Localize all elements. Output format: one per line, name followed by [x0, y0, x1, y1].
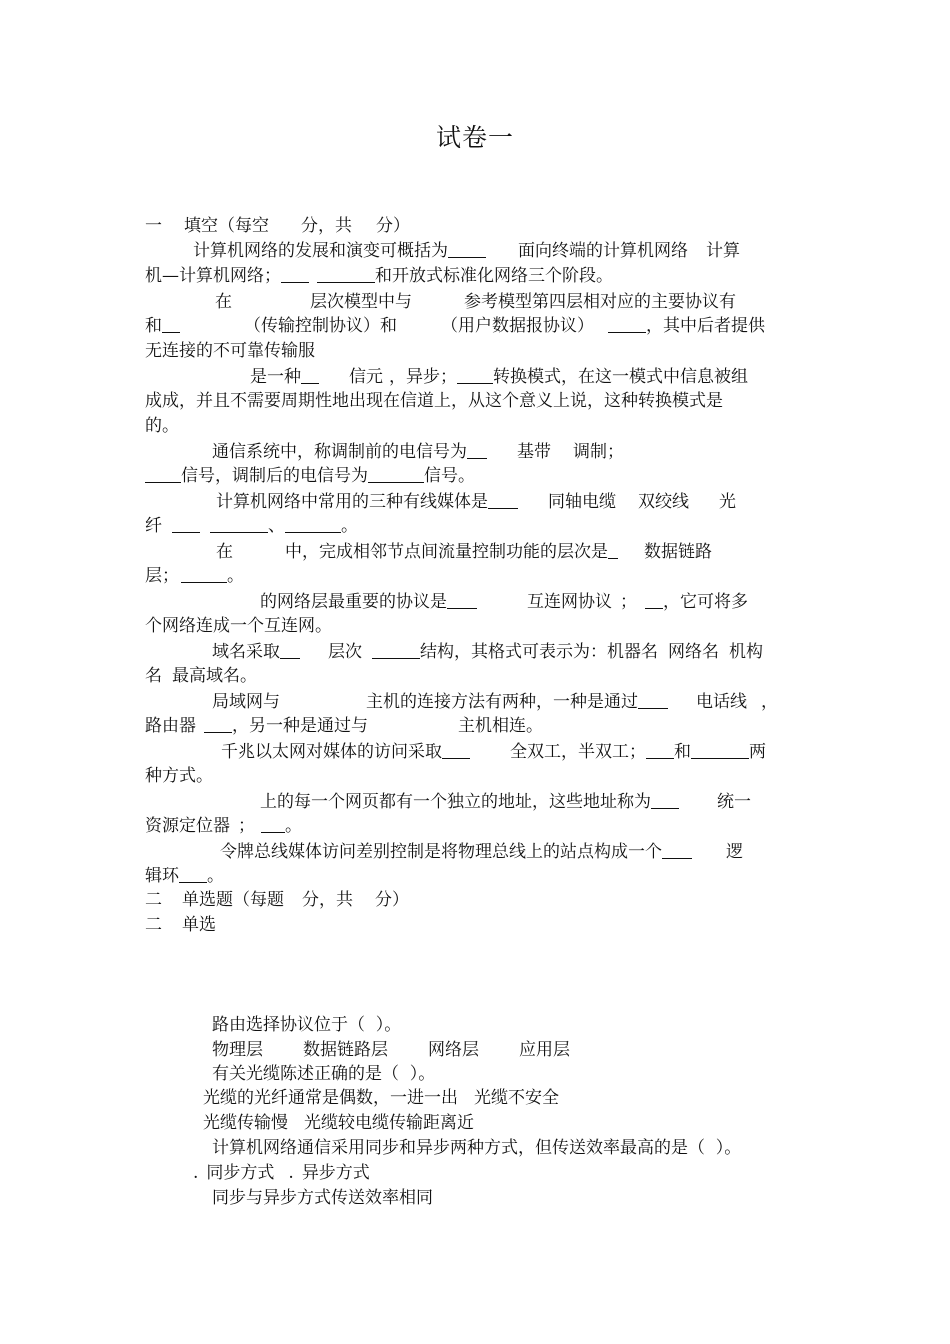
fill-q3-line3 [145, 414, 179, 438]
section-title: 单选题（每题 [182, 890, 284, 910]
fill-q11-line1 [260, 790, 751, 814]
text-fragment: 成成，并且不需要周期性地出现在信道上，从这个意义上说，这种转换模式是 [145, 391, 723, 411]
text-fragment: （传输控制协议）和 [244, 316, 397, 336]
mc-q2-options-row2 [203, 1111, 474, 1135]
answer-blank [317, 265, 375, 283]
answer-blank [172, 515, 200, 533]
text-fragment: 主机相连。 [458, 716, 543, 736]
text-fragment: 是一种 [250, 367, 301, 387]
text-fragment: 双绞线 [638, 492, 689, 512]
option-d: 光缆较电缆传输距离近 [304, 1113, 474, 1133]
fill-q6-line1 [216, 540, 712, 564]
fill-q8-line2 [145, 664, 257, 688]
text-fragment: 域名采取 [212, 642, 280, 662]
fill-q2-line2 [145, 314, 765, 338]
text-fragment: 。 [207, 866, 224, 886]
section-number: 一 [145, 216, 162, 236]
option-b: 数据链路层 [303, 1040, 388, 1060]
answer-blank [488, 491, 518, 509]
answer-blank [662, 841, 692, 859]
answer-blank [638, 691, 668, 709]
text-fragment: ； [238, 816, 255, 836]
text-fragment: 、 [268, 516, 285, 536]
answer-blank [145, 465, 181, 483]
text-fragment: 转换模式，在这一模式中信息被组 [493, 367, 748, 387]
answer-blank [285, 515, 341, 533]
fill-q4-line2 [145, 464, 475, 488]
option-b: 光缆不安全 [474, 1088, 559, 1108]
mc-q3-stem: 计算机网络通信采用同步和异步两种方式，但传送效率最高的是（ ）。 [212, 1138, 742, 1158]
fill-q7-line1 [260, 590, 748, 614]
section2-header [145, 888, 409, 912]
section-title-part: 分，共 [302, 890, 353, 910]
text-fragment: 计算 [706, 241, 740, 261]
option-a: 光缆的光纤通常是偶数，一进一出 [203, 1088, 458, 1108]
text-fragment: 机构 [729, 642, 763, 662]
answer-blank [651, 791, 679, 809]
text-fragment: 。 [285, 816, 302, 836]
text-fragment: 面向终端的计算机网络 [518, 241, 688, 261]
text-fragment: 单选 [182, 915, 216, 935]
answer-blank [181, 565, 227, 583]
fill-q6-line2 [145, 564, 244, 588]
text-fragment: 令牌总线媒体访问差别控制是将物理总线上的站点构成一个 [220, 842, 662, 862]
answer-blank [261, 815, 285, 833]
text-fragment: 和 [145, 316, 162, 336]
answer-blank [162, 315, 180, 333]
text-fragment: . [193, 1163, 199, 1183]
page-title: 试卷一 [435, 123, 514, 152]
text-fragment: 种方式。 [145, 766, 213, 786]
text-fragment: 二 [145, 915, 162, 935]
fill-q2-line3 [145, 339, 315, 363]
text-fragment: 信号。 [424, 466, 475, 486]
text-fragment: 的。 [145, 416, 179, 436]
text-fragment: 。 [341, 516, 358, 536]
fill-q12-line1 [220, 840, 743, 864]
mc-q1-stem: 路由选择协议位于（ ）。 [212, 1015, 402, 1035]
text-fragment: 辑环 [145, 866, 179, 886]
text-fragment: 在 [216, 542, 233, 562]
text-fragment: 主机的连接方法有两种，一种是通过 [366, 692, 638, 712]
section1-header [145, 214, 410, 238]
mc-q3-options-row2: 同步与异步方式传送效率相同 [212, 1188, 433, 1208]
fill-q3-line1 [250, 365, 748, 389]
fill-q10-line2 [145, 764, 213, 788]
option-c: 光缆传输慢 [203, 1113, 288, 1133]
text-fragment: 层次 [328, 642, 362, 662]
text-fragment: 电话线 [696, 692, 747, 712]
text-fragment: 局域网与 [212, 692, 280, 712]
fill-q10-line1 [221, 740, 766, 764]
fill-q2-line1 [215, 290, 736, 314]
fill-q11-line2 [145, 814, 302, 838]
answer-blank [368, 465, 424, 483]
option-a: 同步方式 [206, 1163, 275, 1183]
answer-blank [281, 265, 309, 283]
text-fragment: 最高域名。 [172, 666, 257, 686]
text-fragment: 机—计算机网络； [145, 266, 281, 286]
answer-blank [301, 366, 319, 384]
text-fragment: 个网络连成一个互连网。 [145, 616, 332, 636]
text-fragment: ； [620, 592, 637, 612]
text-fragment: 资源定位器 [145, 816, 230, 836]
section-title-part: 分） [376, 216, 410, 236]
text-fragment: 名 [145, 666, 162, 686]
text-fragment: （用户数据报协议） [441, 316, 594, 336]
answer-blank [457, 366, 493, 384]
text-fragment: 信元 [349, 367, 383, 387]
text-fragment: 无连接的不可靠传输服 [145, 341, 315, 361]
answer-blank [442, 741, 470, 759]
fill-q12-line2 [145, 864, 224, 888]
text-fragment: 计算机网络的发展和演变可概括为 [193, 241, 448, 261]
text-fragment: 参考模型第四层相对应的主要协议有 [464, 292, 736, 312]
text-fragment: 。 [227, 566, 244, 586]
mc-q2-stem: 有关光缆陈述正确的是（ ）。 [212, 1064, 436, 1084]
fill-q9-line1 [212, 690, 778, 714]
text-fragment: 层； [145, 566, 179, 586]
text-fragment: 和开放式标准化网络三个阶段。 [375, 266, 613, 286]
section-title: 填空（每空 [184, 216, 269, 236]
fill-q5-line2 [145, 514, 358, 538]
text-fragment: 千兆以太网对媒体的访问采取 [221, 742, 442, 762]
text-fragment: 和 [674, 742, 691, 762]
text-fragment: ，异步； [389, 367, 457, 387]
fill-q1-line2 [145, 264, 613, 288]
text-fragment: 光 [719, 492, 736, 512]
text-fragment: 统一 [717, 792, 751, 812]
answer-blank [204, 715, 232, 733]
text-fragment: 信号，调制后的电信号为 [181, 466, 368, 486]
section-title-part: 分，共 [301, 216, 352, 236]
answer-blank [280, 641, 300, 659]
text-fragment: 的网络层最重要的协议是 [260, 592, 447, 612]
mc-q3-options-row1 [193, 1161, 370, 1185]
text-fragment: 全双工 [510, 742, 561, 762]
mc-q2-options-row1 [203, 1086, 559, 1110]
fill-q8-line1 [212, 640, 763, 664]
text-fragment: 数据链路 [644, 542, 712, 562]
text-fragment: ，它可将多 [663, 592, 748, 612]
answer-blank [608, 315, 646, 333]
answer-blank [645, 591, 663, 609]
text-fragment: 网络名 [668, 642, 719, 662]
option-a: 物理层 [212, 1040, 263, 1060]
answer-blank [210, 515, 268, 533]
text-fragment: 上的每一个网页都有一个独立的地址，这些地址称为 [260, 792, 651, 812]
text-fragment: 通信系统中，称调制前的电信号为 [212, 442, 467, 462]
text-fragment: ， [761, 692, 778, 712]
text-fragment: ，其中后者提供 [646, 316, 765, 336]
section-number: 二 [145, 890, 162, 910]
text-fragment: . [288, 1163, 294, 1183]
text-fragment: 计算机网络中常用的三种有线媒体是 [216, 492, 488, 512]
text-fragment: 同轴电缆 [548, 492, 616, 512]
fill-q4-line1 [212, 440, 624, 464]
text-fragment: 中，完成相邻节点间流量控制功能的层次是 [285, 542, 608, 562]
answer-blank [447, 591, 477, 609]
section2-subheader [145, 913, 216, 937]
text-fragment: 路由器 [145, 716, 196, 736]
mc-q1-options [212, 1038, 570, 1062]
text-fragment: 调制； [573, 442, 624, 462]
text-fragment: 层次模型中与 [310, 292, 412, 312]
answer-blank [179, 865, 207, 883]
text-fragment: 结构，其格式可表示为：机器名 [420, 642, 658, 662]
text-fragment: 逻 [726, 842, 743, 862]
answer-blank [608, 541, 618, 559]
fill-q3-line2 [145, 389, 723, 413]
option-b: 异步方式 [301, 1163, 370, 1183]
text-fragment: 基带 [517, 442, 551, 462]
text-fragment: 互连网协议 [527, 592, 612, 612]
text-fragment: 在 [215, 292, 232, 312]
option-c: 网络层 [428, 1040, 479, 1060]
fill-q1-line1 [193, 239, 740, 263]
fill-q7-line2 [145, 614, 332, 638]
answer-blank [372, 641, 420, 659]
fill-q9-line2 [145, 714, 543, 738]
answer-blank [448, 240, 486, 258]
answer-blank [691, 741, 749, 759]
fill-q5-line1 [216, 490, 736, 514]
answer-blank [467, 441, 487, 459]
text-fragment: 两 [749, 742, 766, 762]
option-d: 应用层 [519, 1040, 570, 1060]
answer-blank [646, 741, 674, 759]
text-fragment: 纤 [145, 516, 162, 536]
section-title-part: 分） [375, 890, 409, 910]
text-fragment: ，半双工； [561, 742, 646, 762]
text-fragment: ，另一种是通过与 [232, 716, 368, 736]
